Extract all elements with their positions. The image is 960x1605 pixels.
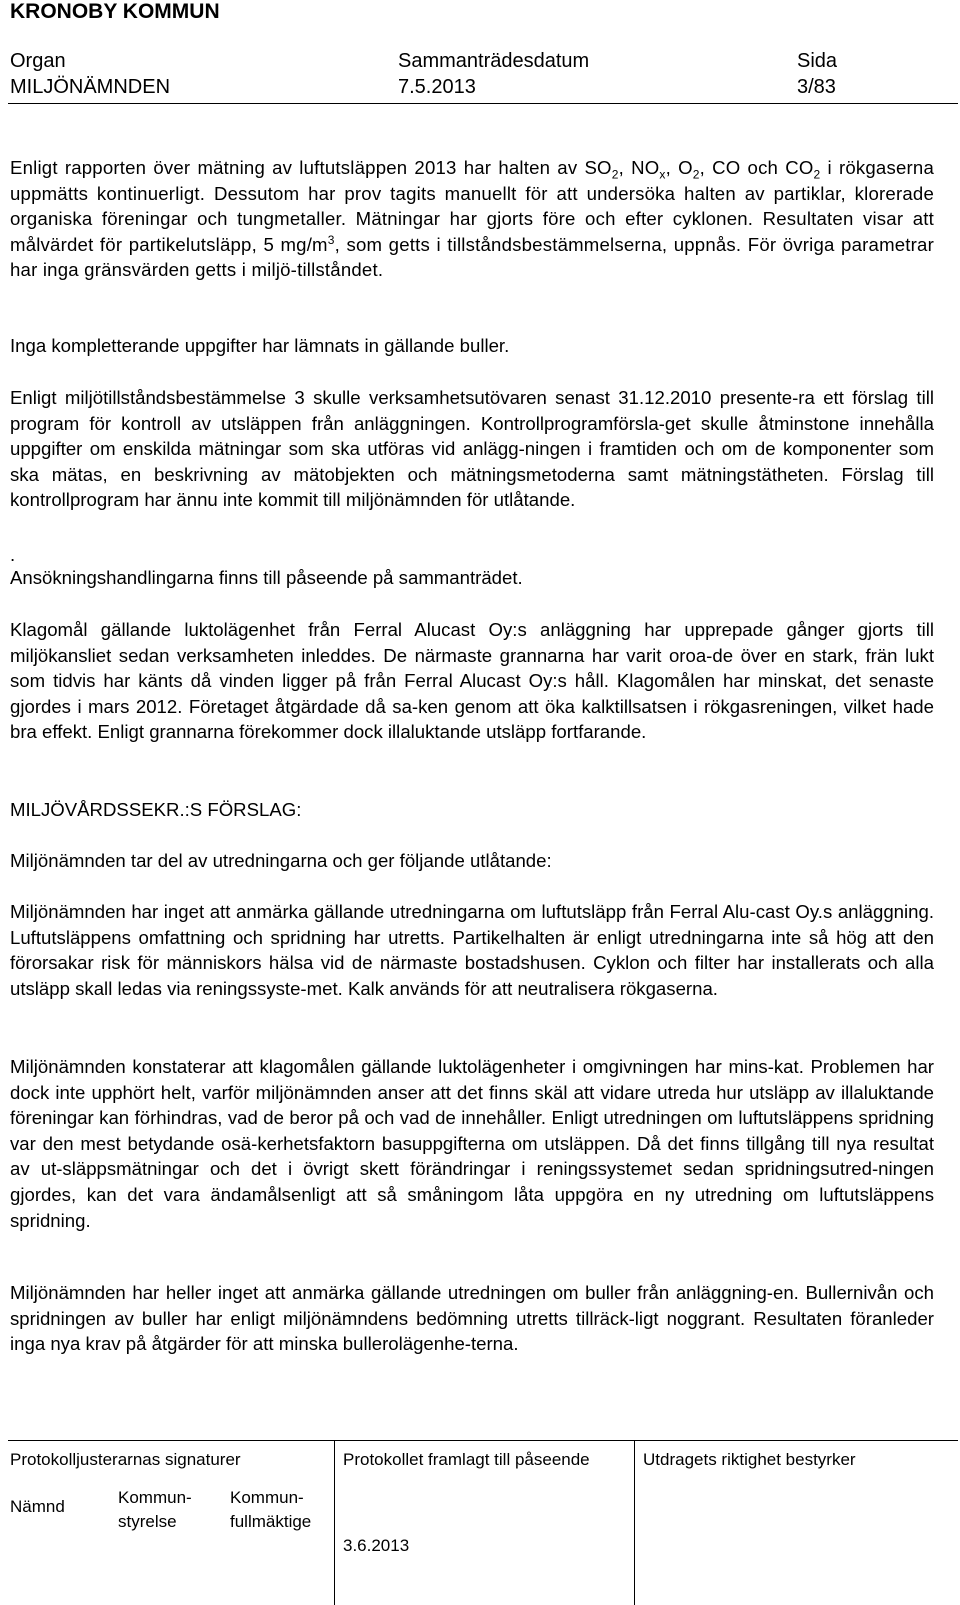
- footer-column-divider: [334, 1440, 335, 1605]
- organ-value: MILJÖNÄMNDEN: [10, 76, 171, 98]
- paragraph-measurements: Enligt rapporten över mätning av luftutsläppen 2013 har halten av $SO_2$, $NO_x$, $O_2$, CO och $CO_2$ i rökgaserna uppmätts kontinuerligt. Dessutom har prov tagits manuellt för att undersöka halten av partiklar, klorerade organiska föreningar och tungmetaller. Mätningar har gjorts före och efter cyklonen. Resultaten visar att målvärdet för partikelutsläpp, 5 $mg/m^3$, som getts i tillståndsbestämmelserna, uppnås. För övriga parametrar har inga gränsvärden getts i miljö-tillståndet.: [10, 157, 934, 281]
- paragraph-documents: Ansökningshandlingarna finns till påseende på sammanträdet.: [10, 567, 523, 588]
- paragraph-air-emissions: Miljönämnden har inget att anmärka gällande utredningarna om luftutsläpp från Ferral Alu-cast Oy.s anläggning. Luftutsläppens omfattning och spridning har utretts. Partikelhalten är enligt utredningarna inte så hög att den förorsakar risk för människors hälsa vid de närmaste bostadshusen. Cyklon och filter har installerats och alla utsläpp skall ledas via reningssyste-met. Kalk används för att neutralisera rökgaserna.: [10, 901, 934, 999]
- proposal-heading: MILJÖVÅRDSSEKR.:S FÖRSLAG:: [10, 799, 302, 820]
- paragraph-complaints: Klagomål gällande luktolägenhet från Ferral Alucast Oy:s anläggning har upprepade gånger gjorts till miljökansliet sedan verksamheten inleddes. De närmaste grannarna har varit oroa-de över en stark, frän lukt som tidvis har känts då vinden ligger på från Ferral Alucast Oy:s håll. Klagomålen har minskat, det senaste gjordes i mars 2012. Företaget åtgärdade då sa-ken genom att öka kalktillsatsen i rökgasreningen, vilket hade bra effekt. Enligt grannarna förekommer dock illaluktande utsläpp fortfarande.: [10, 619, 934, 743]
- signature-board: Nämnd: [10, 1497, 65, 1516]
- signatures-label: Protokolljusterarnas signaturer: [10, 1450, 241, 1469]
- page-number: 3/83: [797, 76, 836, 98]
- footer-divider: [8, 1440, 958, 1441]
- footer-column-divider: [634, 1440, 635, 1605]
- meeting-date-label: Sammanträdesdatum: [398, 50, 590, 72]
- paragraph-statement-intro: Miljönämnden tar del av utredningarna och ger följande utlåtande:: [10, 850, 552, 871]
- organization-name: KRONOBY KOMMUN: [10, 0, 220, 23]
- meeting-date-value: 7.5.2013: [398, 76, 476, 98]
- displayed-label: Protokollet framlagt till påseende: [343, 1450, 590, 1469]
- signature-municipal-council: Kommun-fullmäktige: [230, 1488, 312, 1531]
- paragraph-noise-info: Inga kompletterande uppgifter har lämnats in gällande buller.: [10, 335, 510, 356]
- page-label: Sida: [797, 50, 838, 72]
- paragraph-control-program: Enligt miljötillståndsbestämmelse 3 skulle verksamhetsutövaren senast 31.12.2010 presente-ra ett förslag till program för kontroll av utsläppen från anläggningen. Kontrollprogramförsla-get skulle åtminstone innehålla uppgifter om enskilda mätningar som ska utföras vid anlägg-ningen i framtiden och om de komponenter som ska mätas, en beskrivning av mätobjekten och mätningsmetoderna samt mätningstätheten. Förslag till kontrollprogram har ännu inte kommit till miljönämnden för utlåtande.: [10, 387, 934, 511]
- paragraph-dot: .: [10, 544, 16, 565]
- paragraph-odour: Miljönämnden konstaterar att klagomålen gällande luktolägenheter i omgivningen har mins-kat. Problemen har dock inte upphört helt, varför miljönämnden anser att det finns skäl att vidare utreda hur utsläpp av illaluktande föreningar kan förhindras, vad de beror på och vad de innehåller. Enligt utredningen om luftutsläppens spridning var den mest betydande osä-kerhetsfaktorn basuppgifterna om utsläppen. Då det finns tillgång till nya resultat av ut-släppsmätningar och det i övrigt skett förändringar i reningssystemet sedan spridningsutred-ningen gjordes, kan det vara ändamålsenligt att så småningom låta uppgöra en ny utredning om luftutsläppens spridning.: [10, 1056, 934, 1231]
- organ-label: Organ: [10, 50, 66, 72]
- signature-municipal-board: Kommun-styrelse: [118, 1488, 192, 1531]
- header-divider: [8, 103, 958, 104]
- paragraph-noise-statement: Miljönämnden har heller inget att anmärka gällande utredningen om buller från anläggning-en. Bullernivån och spridningen av buller har enligt miljönämndens bedömning utretts tillräck-ligt noggrant. Resultaten föranleder inga nya krav på åtgärder för att minska bullerolägenhe-terna.: [10, 1282, 934, 1355]
- displayed-date: 3.6.2013: [343, 1536, 410, 1555]
- certified-label: Utdragets riktighet bestyrker: [643, 1450, 856, 1469]
